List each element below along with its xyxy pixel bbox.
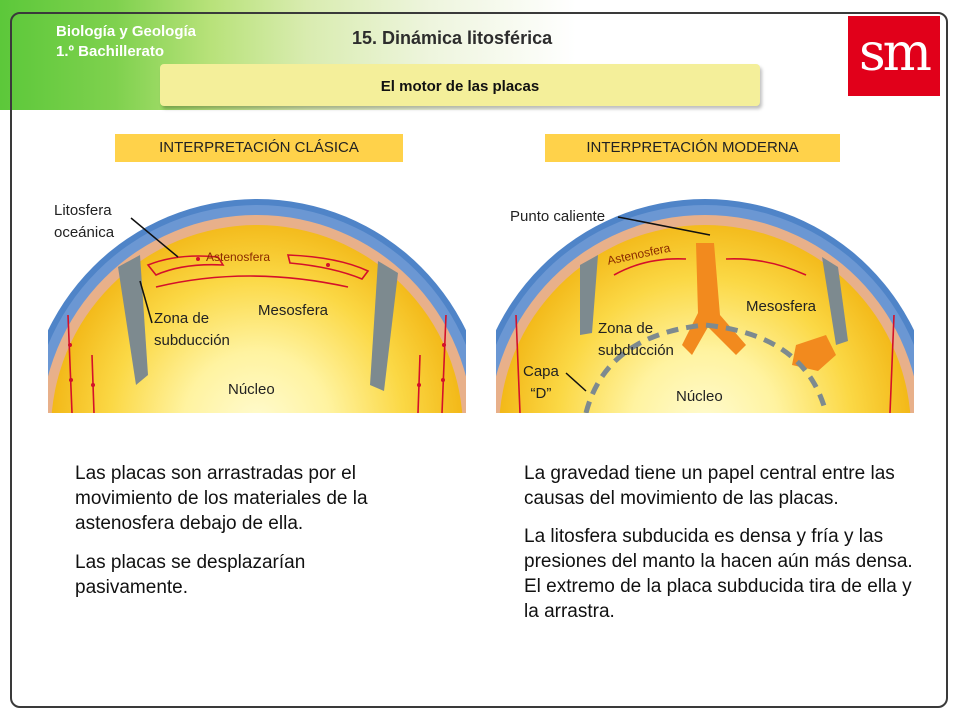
label-zona-right [598,318,674,362]
label-zona-right-line2: subducción [598,342,674,359]
label-zona-left-line1: Zona de [154,310,210,327]
subtitle: El motor de las placas [380,78,540,95]
modern-paragraph-2: La litosfera subducida es densa y fría y las presiones del manto la hacen aún más densa. El extremo de la placa subducida tira de ella y la arrastra. [524,526,913,622]
modern-paragraph-1: La gravedad tiene un papel central entre las causas del movimiento de las placas. [524,463,895,509]
label-zona-left [154,308,230,352]
course-label [56,22,196,62]
course-level: 1.º Bachillerato [56,43,165,60]
label-mesosfera-left: Mesosfera [258,302,329,319]
label-litosfera-line2: oceánica [54,224,115,241]
label-capa-line2: “D” [530,385,552,402]
label-litosfera [54,200,114,244]
label-astenosfera-left: Astenosfera [206,250,271,264]
modern-tag: INTERPRETACIÓN MODERNA [545,134,840,162]
unit-title: 15. Dinámica litosférica [352,28,553,48]
classic-paragraph-2: Las placas se desplazarían pasivamente. [75,552,306,598]
sm-logo: sm [848,16,940,96]
label-capa-d [523,361,559,405]
label-litosfera-line1: Litosfera [54,202,112,219]
label-zona-left-line2: subducción [154,332,230,349]
label-capa-line1: Capa [523,363,559,380]
label-zona-right-line1: Zona de [598,320,654,337]
label-nucleo-left: Núcleo [228,381,275,398]
label-mesosfera-right: Mesosfera [746,298,817,315]
classic-tag: INTERPRETACIÓN CLÁSICA [115,134,403,162]
course-subject: Biología y Geología [56,23,197,40]
label-punto-caliente: Punto caliente [510,208,606,225]
label-nucleo-right: Núcleo [676,388,723,405]
label-astenosfera-right: Astenosfera [606,240,672,268]
classic-paragraph-1: Las placas son arrastradas por el movimiento de los materiales de la astenosfera debajo de ella. [75,463,368,534]
